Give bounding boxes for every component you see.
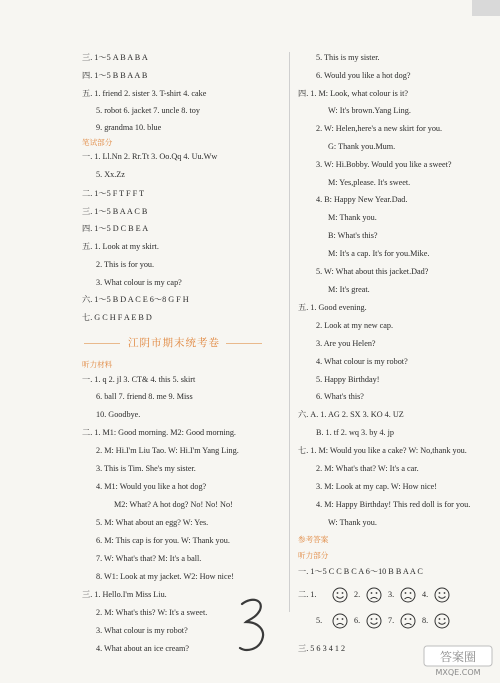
- answer-line: 2. Look at my new cap.: [316, 321, 394, 330]
- sad-face-icon: [332, 613, 348, 629]
- answer-line: M: Thank you.: [328, 213, 377, 222]
- answer-line: 三. 1～5 A B A B A: [82, 53, 148, 62]
- answer-line: 3. M: Look at my cap. W: How nice!: [316, 482, 437, 491]
- answer-line: 四. 1. M: Look, what colour is it?: [298, 89, 409, 98]
- sad-face-icon: [400, 587, 416, 603]
- answer-line: 二. 1～5 F T F F T: [82, 189, 145, 198]
- answer-line: 6. ball 7. friend 8. me 9. Miss: [96, 392, 193, 401]
- title-rule-right: [226, 343, 262, 344]
- answer-line: 3. This is Tim. She's my sister.: [96, 464, 196, 473]
- handwritten-three-icon: [234, 594, 274, 658]
- sad-face-icon: [366, 587, 382, 603]
- title-rule-left: [84, 343, 120, 344]
- answer-line: 5. Xx.Zz: [96, 170, 125, 179]
- svg-text:MXQE.COM: MXQE.COM: [435, 668, 481, 677]
- answer-line: B. 1. tf 2. wq 3. by 4. jp: [316, 428, 395, 437]
- answer-line: 七. G C H F A E B D: [82, 313, 152, 322]
- answer-line: 2. M: Hi.I'm Liu Tao. W: Hi.I'm Yang Ling.: [96, 446, 239, 455]
- answer-line: B: What's this?: [328, 231, 378, 240]
- answer-line: 3. W: Hi.Bobby. Would you like a sweet?: [316, 160, 452, 169]
- answer-line: 5. Happy Birthday!: [316, 375, 380, 384]
- answer-line: 7. W: What's that? M: It's a ball.: [96, 554, 202, 563]
- answer-line: 9. grandma 10. blue: [96, 123, 162, 132]
- answer-line: 七. 1. M: Would you like a cake? W: No,thank you.: [298, 446, 467, 455]
- answer-line: 5. This is my sister.: [316, 53, 380, 62]
- corner-tab: [472, 0, 500, 16]
- answer-line: 三. 1. Hello.I'm Miss Liu.: [82, 590, 167, 599]
- answer-line: 3. Are you Helen?: [316, 339, 376, 348]
- answer-line: 4. M1: Would you like a hot dog?: [96, 482, 207, 491]
- answer-line: M: It's great.: [328, 285, 370, 294]
- answer-line: M2: What? A hot dog? No! No! No!: [114, 500, 233, 509]
- smiley-face-icon: [434, 613, 450, 629]
- svg-text:答案圈: 答案圈: [439, 650, 477, 664]
- handwritten-page-number: [234, 594, 274, 658]
- smiley-face-icon: [434, 587, 450, 603]
- smiley-face-icon: [332, 587, 348, 603]
- answer-line: 五. 1. Look at my skirt.: [82, 242, 159, 251]
- answer-line: W: It's brown.Yang Ling.: [328, 106, 411, 115]
- answer-line: M: Yes,please. It's sweet.: [328, 178, 411, 187]
- face-label: 6.: [354, 616, 361, 625]
- answer-line: 2. M: What's this? W: It's a sweet.: [96, 608, 208, 617]
- answer-line: 4. B: Happy New Year.Dad.: [316, 195, 408, 204]
- section-heading-written: 笔试部分: [82, 138, 113, 147]
- answer-line: 四. 1～5 B B A A B: [82, 71, 148, 80]
- answer-line: 4. What about an ice cream?: [96, 644, 190, 653]
- sad-face-icon: [400, 613, 416, 629]
- answer-line: G: Thank you.Mum.: [328, 142, 396, 151]
- answer-line: W: Thank you.: [328, 518, 377, 527]
- answer-line: 一. 1. Ll.Nn 2. Rr.Tt 3. Oo.Qq 4. Uu.Ww: [82, 152, 218, 161]
- answer-line: 五. 1. friend 2. sister 3. T-shirt 4. cake: [82, 89, 207, 98]
- answer-line: 2. M: What's that? W: It's a car.: [316, 464, 419, 473]
- answer-line: 6. Would you like a hot dog?: [316, 71, 411, 80]
- answer-line: 4. What colour is my robot?: [316, 357, 408, 366]
- answer-line: 一. 1～5 C C B C A 6～10 B B A A C: [298, 567, 423, 576]
- answer-line: 2. This is for you.: [96, 260, 155, 269]
- faces-row-1-prefix: 二. 1.: [298, 590, 317, 599]
- watermark-logo: [422, 642, 494, 678]
- answer-line: 一. 1. q 2. jl 3. CT& 4. this 5. skirt: [82, 375, 196, 384]
- face-label: 2.: [354, 590, 361, 599]
- answer-line: 8. W1: Look at my jacket. W2: How nice!: [96, 572, 234, 581]
- answer-line: 2. W: Helen,here's a new skirt for you.: [316, 124, 443, 133]
- answer-line: 二. 1. M1: Good morning. M2: Good morning.: [82, 428, 236, 437]
- face-label: 8.: [422, 616, 429, 625]
- faces-row-2-prefix: 5.: [316, 616, 323, 625]
- answer-line: 三. 5 6 3 4 1 2: [298, 644, 346, 653]
- answer-line: M: It's a cap. It's for you.Mike.: [328, 249, 430, 258]
- answer-line: 六. 1～5 B D A C E 6～8 G F H: [82, 295, 189, 304]
- answer-line: 三. 1～5 B A A C B: [82, 207, 148, 216]
- face-label: 7.: [388, 616, 395, 625]
- smiley-face-icon: [366, 613, 382, 629]
- answer-line: 五. 1. Good evening.: [298, 303, 367, 312]
- answer-line: 六. A. 1. AG 2. SX 3. KO 4. UZ: [298, 410, 404, 419]
- answer-line: 5. W: What about this jacket.Dad?: [316, 267, 429, 276]
- answer-line: 5. robot 6. jacket 7. uncle 8. toy: [96, 106, 200, 115]
- answer-line: 5. M: What about an egg? W: Yes.: [96, 518, 209, 527]
- answer-line: 四. 1～5 D C B E A: [82, 224, 149, 233]
- answer-line: 4. M: Happy Birthday! This red doll is for you.: [316, 500, 471, 509]
- exam-title: 江阴市期末统考卷: [128, 337, 220, 349]
- section-heading-reference-answers: 参考答案: [298, 535, 329, 544]
- section-heading-listening-material: 听力材料: [82, 360, 113, 369]
- face-label: 3.: [388, 590, 395, 599]
- answer-line: 6. M: This cap is for you. W: Thank you.: [96, 536, 230, 545]
- answer-line: 10. Goodbye.: [96, 410, 141, 419]
- answer-line: 3. What colour is my robot?: [96, 626, 188, 635]
- answer-line: 6. What's this?: [316, 392, 364, 401]
- section-heading-listening: 听力部分: [298, 551, 329, 560]
- column-divider: [289, 52, 290, 612]
- answer-line: 3. What colour is my cap?: [96, 278, 182, 287]
- face-label: 4.: [422, 590, 429, 599]
